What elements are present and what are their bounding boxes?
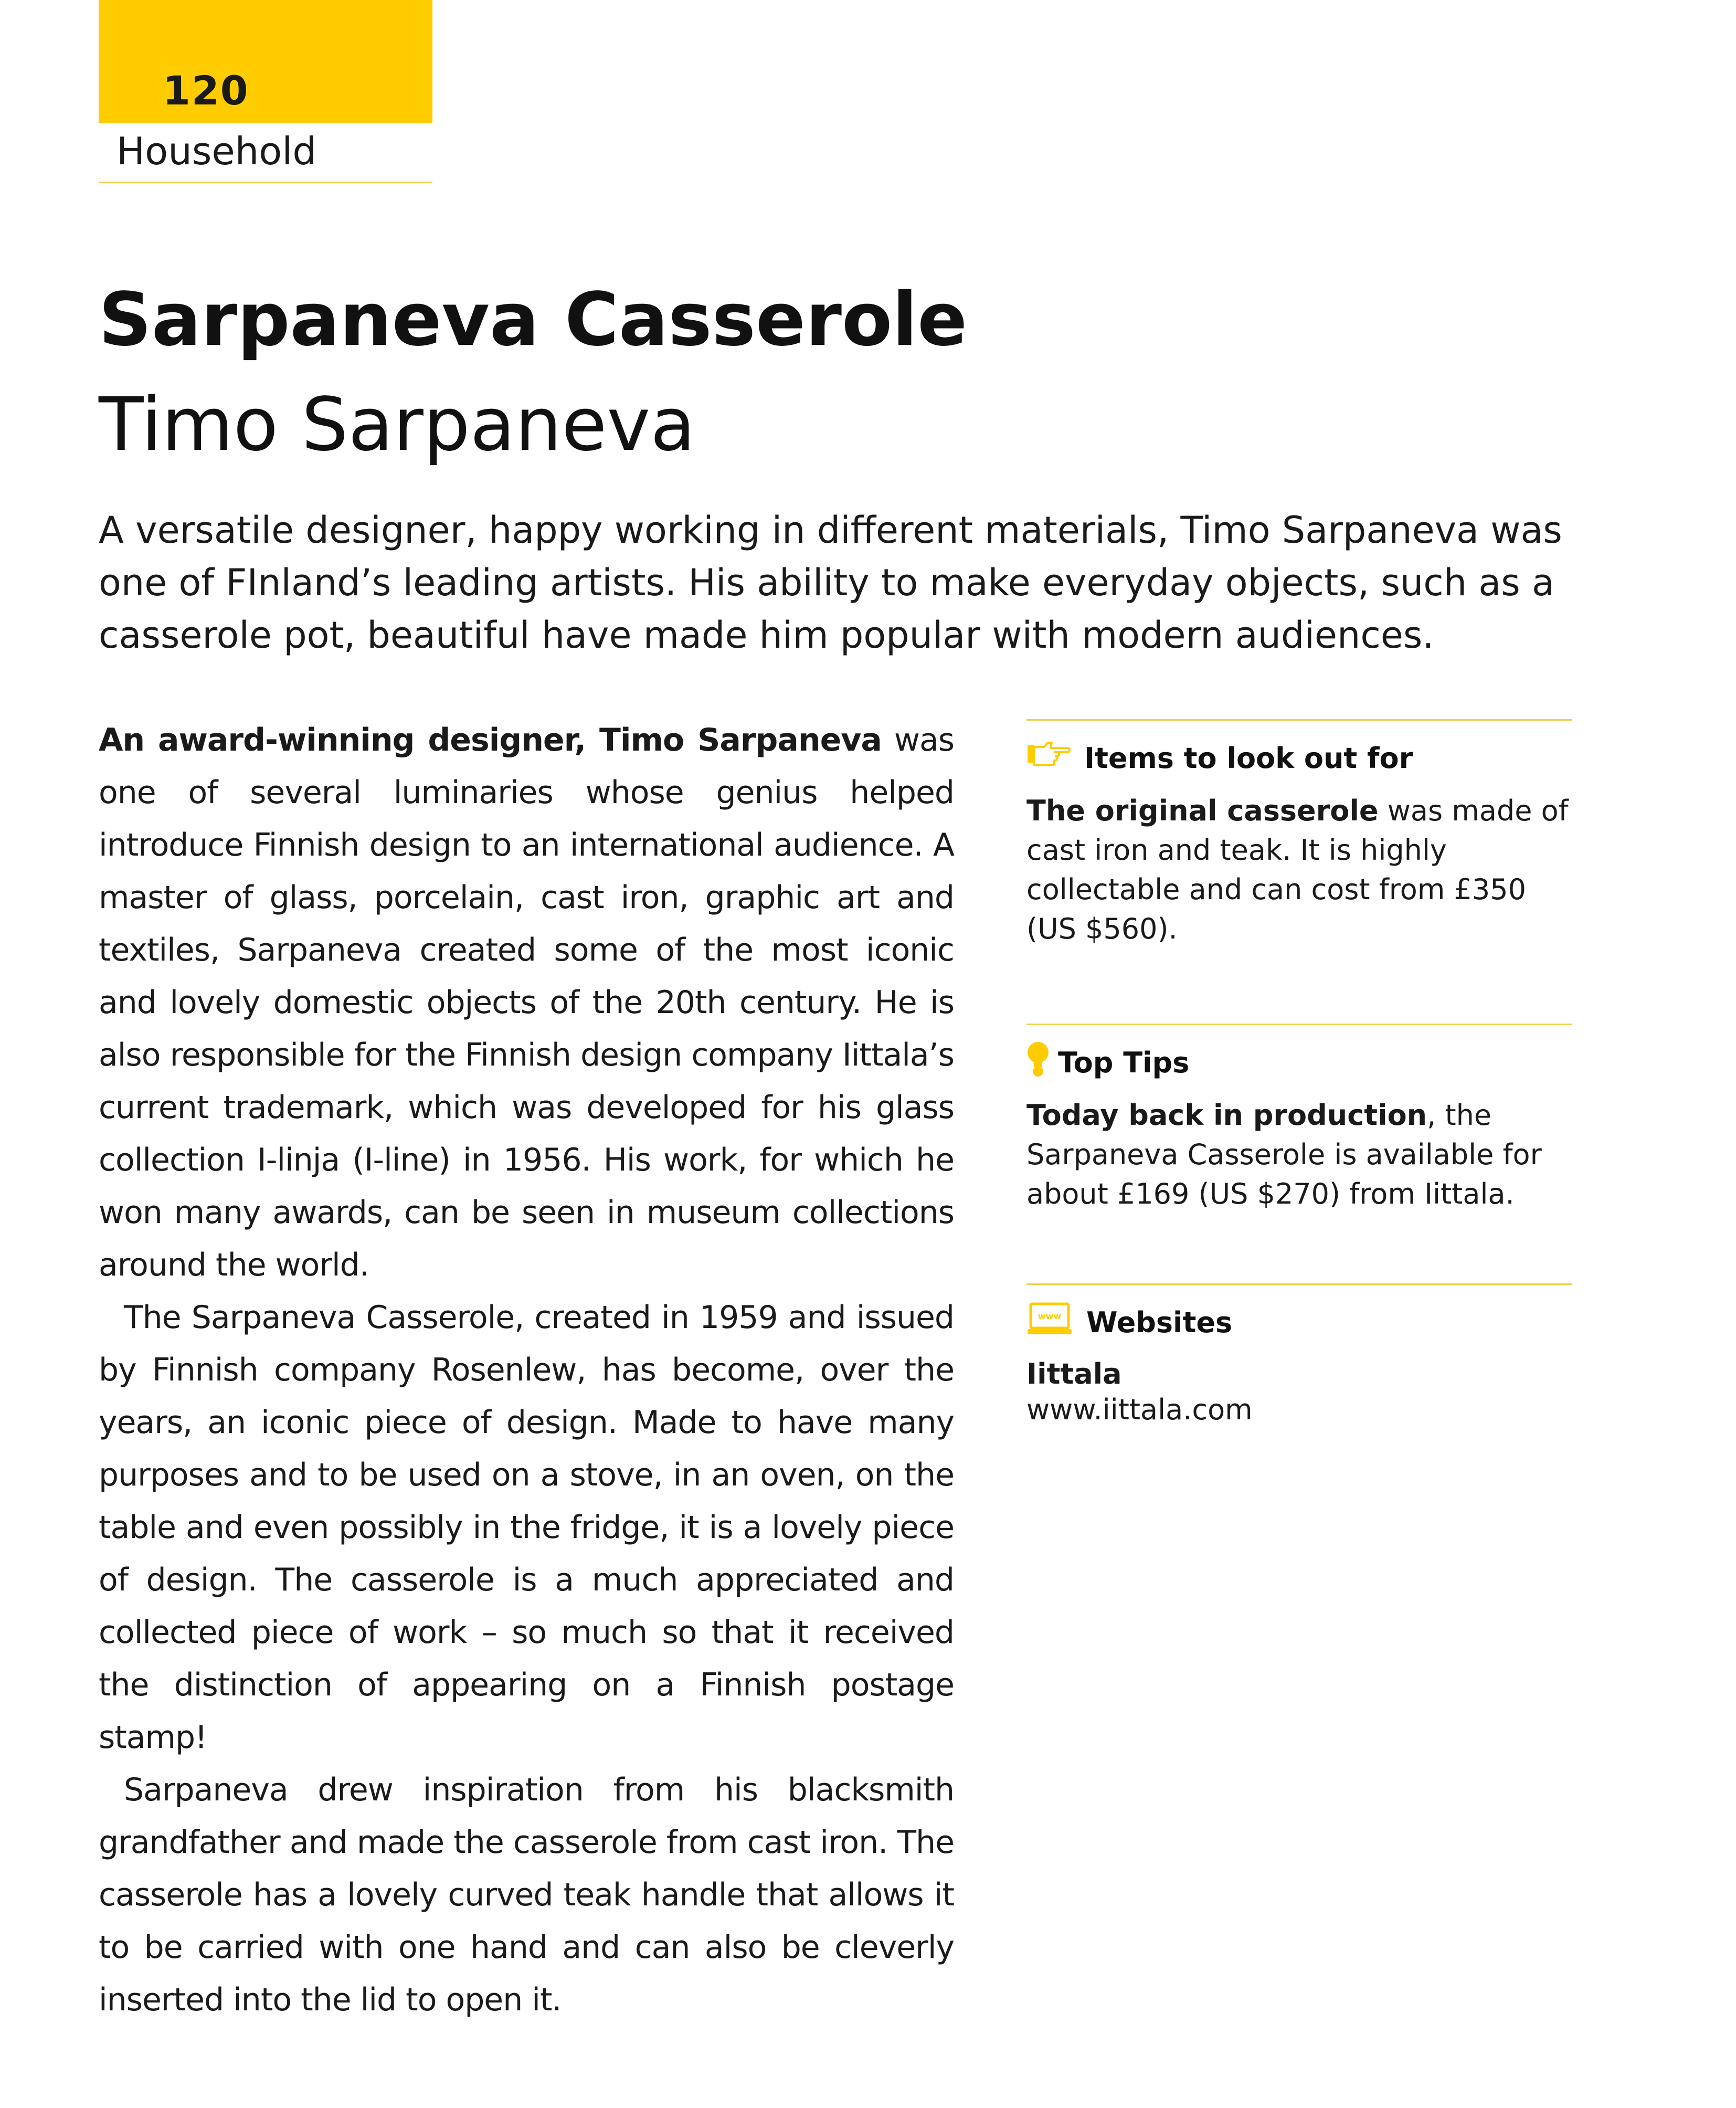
- websites-heading: [1026, 1304, 1572, 1341]
- intro-paragraph: A versatile designer, happy working in different materials, Timo Sarpaneva was one of FInland’s leading artists. His ability to make everyday objects, such as a casserole pot, beautiful have made him popular with modern audiences.: [99, 509, 1562, 657]
- lightbulb-icon: [1026, 1041, 1050, 1084]
- www-laptop-icon: [1026, 1302, 1073, 1343]
- section-divider: [99, 182, 432, 183]
- look-out-lead: The original casserole: [1026, 794, 1379, 827]
- page-number-tab: [99, 0, 432, 123]
- top-tips-lead: Today back in production: [1026, 1099, 1427, 1132]
- website-name: Iittala: [1026, 1357, 1122, 1390]
- top-tips-box: [1026, 1024, 1572, 1214]
- page-number: 120: [163, 67, 249, 114]
- websites-box: [1026, 1283, 1572, 1428]
- body-text: [99, 714, 954, 2026]
- look-out-text: [1026, 791, 1572, 948]
- look-out-body: was made of cast iron and teak. It is highly collectable and can cost from £350 (US $560).: [1026, 794, 1569, 945]
- body-paragraph-3: Sarpaneva drew inspiration from his blacksmith grandfather and made the casserole from cast iron. The casserole has a lovely curved teak handle that allows it to be carried with one hand and can also be cleverly inserted into the lid to open it.: [99, 1772, 954, 2018]
- websites-list: [1026, 1356, 1572, 1428]
- top-tips-heading-text: Top Tips: [1058, 1046, 1190, 1079]
- body-lead: An award-winning designer, Timo Sarpaneva: [99, 722, 882, 758]
- websites-heading-text: Websites: [1086, 1305, 1233, 1339]
- top-tips-heading: [1026, 1044, 1572, 1081]
- look-out-heading: [1026, 740, 1572, 776]
- websites-divider: [1026, 1283, 1572, 1285]
- www-icon-label: www: [1038, 1311, 1062, 1321]
- top-tips-body: , the Sarpaneva Casserole is available for about £169 (US $270) from Iittala.: [1026, 1099, 1542, 1210]
- look-out-divider: [1026, 719, 1572, 721]
- body-paragraph-1: [99, 714, 954, 1291]
- top-tips-divider: [1026, 1024, 1572, 1025]
- body-paragraph-1-text: was one of several luminaries whose genius helped introduce Finnish design to an international audience. A master of glass, porcelain, cast iron, graphic art and textiles, Sarpaneva created some of the most iconic and lovely domestic objects of the 20th century. He is also responsible for the Finnish design company Iittala’s current trademark, which was developed for his glass collection I-linja (I-line) in 1956. His work, for which he won many awards, can be seen in museum collections around the world.: [99, 722, 955, 1283]
- title-product: Sarpaneva Casserole: [99, 277, 968, 363]
- look-out-heading-text: Items to look out for: [1084, 741, 1413, 775]
- page-title: [99, 268, 967, 478]
- website-url-link[interactable]: www.iittala.com: [1026, 1393, 1253, 1426]
- title-designer: Timo Sarpaneva: [99, 382, 696, 468]
- body-paragraph-2: The Sarpaneva Casserole, created in 1959 and issued by Finnish company Rosenlew, has become, over the years, an iconic piece of design. Made to have many purposes and to be used on a stove, in an oven, on the table and even possibly in the fridge, it is a lovely piece of design. The casserole is a much appreciated and collected piece of work – so much so that it received the distinction of appearing on a Finnish postage stamp!: [99, 1299, 954, 1756]
- section-label: Household: [117, 129, 317, 173]
- look-out-box: [1026, 719, 1572, 948]
- pointing-hand-icon: [1026, 741, 1071, 776]
- top-tips-text: [1026, 1095, 1572, 1214]
